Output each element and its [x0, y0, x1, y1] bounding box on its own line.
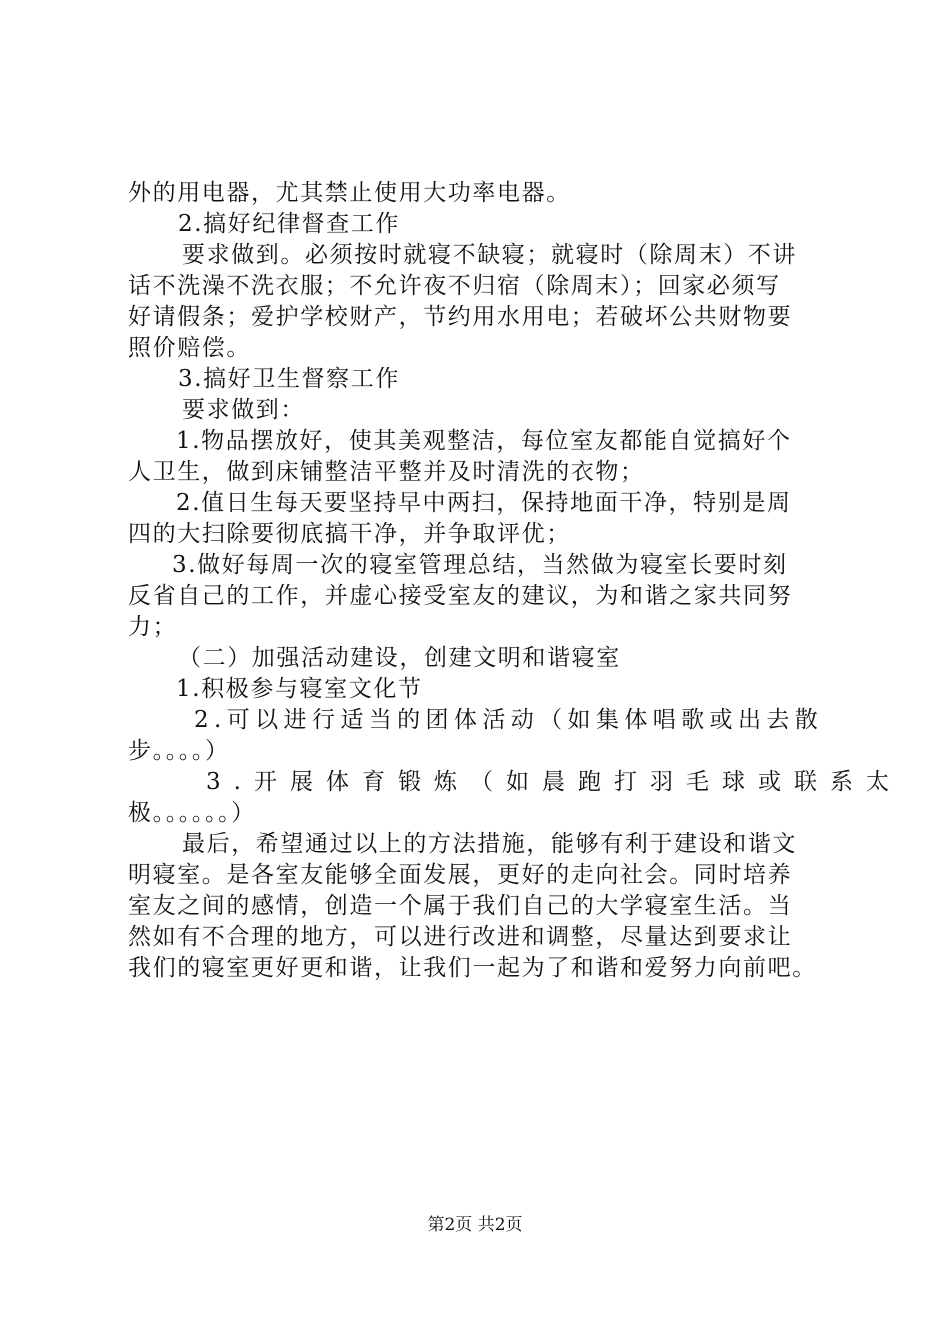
conclusion-line: 明寝室。是各室友能够全面发展，更好的走向社会。同时培养: [128, 862, 793, 888]
section-heading-activities: （二）加强活动建设，创建文明和谐寝室: [178, 645, 621, 671]
conclusion-line: 我们的寝室更好更和谐，让我们一起为了和谐和爱努力向前吧。: [128, 955, 817, 981]
paragraph-line: 要求做到。必须按时就寝不缺寝；就寝时（除周末）不讲: [182, 242, 797, 268]
list-item-line: 3.开展体育锻炼（如晨跑打羽毛球或联系太: [206, 769, 902, 795]
paragraph-line: 外的用电器，尤其禁止使用大功率电器。: [128, 180, 571, 206]
list-item-line: 2.可以进行适当的团体活动（如集体唱歌或出去散: [194, 707, 824, 733]
list-item-line: 3.做好每周一次的寝室管理总结，当然做为寝室长要时刻: [172, 552, 788, 578]
list-item-line: 力；: [128, 614, 178, 640]
list-item-line: 四的大扫除要彻底搞干净，并争取评优；: [128, 521, 571, 547]
paragraph-line: 照价赔偿。: [128, 335, 251, 361]
page-number-footer: 第2页 共2页: [427, 1215, 523, 1235]
section-heading-discipline: 2.搞好纪律督查工作: [178, 211, 400, 237]
conclusion-line: 最后，希望通过以上的方法措施，能够有利于建设和谐文: [182, 831, 797, 857]
list-item-line: 1.物品摆放好，使其美观整洁，每位室友都能自觉搞好个: [176, 428, 792, 454]
section-heading-hygiene: 3.搞好卫生督察工作: [178, 366, 400, 392]
paragraph-line: 好请假条；爱护学校财产，节约用水用电；若破坏公共财物要: [128, 304, 793, 330]
conclusion-line: 然如有不合理的地方，可以进行改进和调整，尽量达到要求让: [128, 924, 793, 950]
list-item-line: 人卫生，做到床铺整洁平整并及时清洗的衣物；: [128, 459, 645, 485]
paragraph-line: 话不洗澡不洗衣服；不允许夜不归宿（除周末）；回家必须写: [128, 273, 781, 299]
list-item-line: 1.积极参与寝室文化节: [176, 676, 423, 702]
list-item-line: 步。。。。）: [128, 738, 230, 764]
list-item-line: 反省自己的工作，并虚心接受室友的建议，为和谐之家共同努: [128, 583, 793, 609]
document-body: [128, 178, 902, 984]
conclusion-line: 室友之间的感情，创造一个属于我们自己的大学寝室生活。当: [128, 893, 793, 919]
list-item-line: 2.值日生每天要坚持早中两扫，保持地面干净，特别是周: [176, 490, 792, 516]
list-item-line: 极。。。。。。）: [128, 800, 256, 826]
paragraph-line: 要求做到：: [182, 397, 305, 423]
